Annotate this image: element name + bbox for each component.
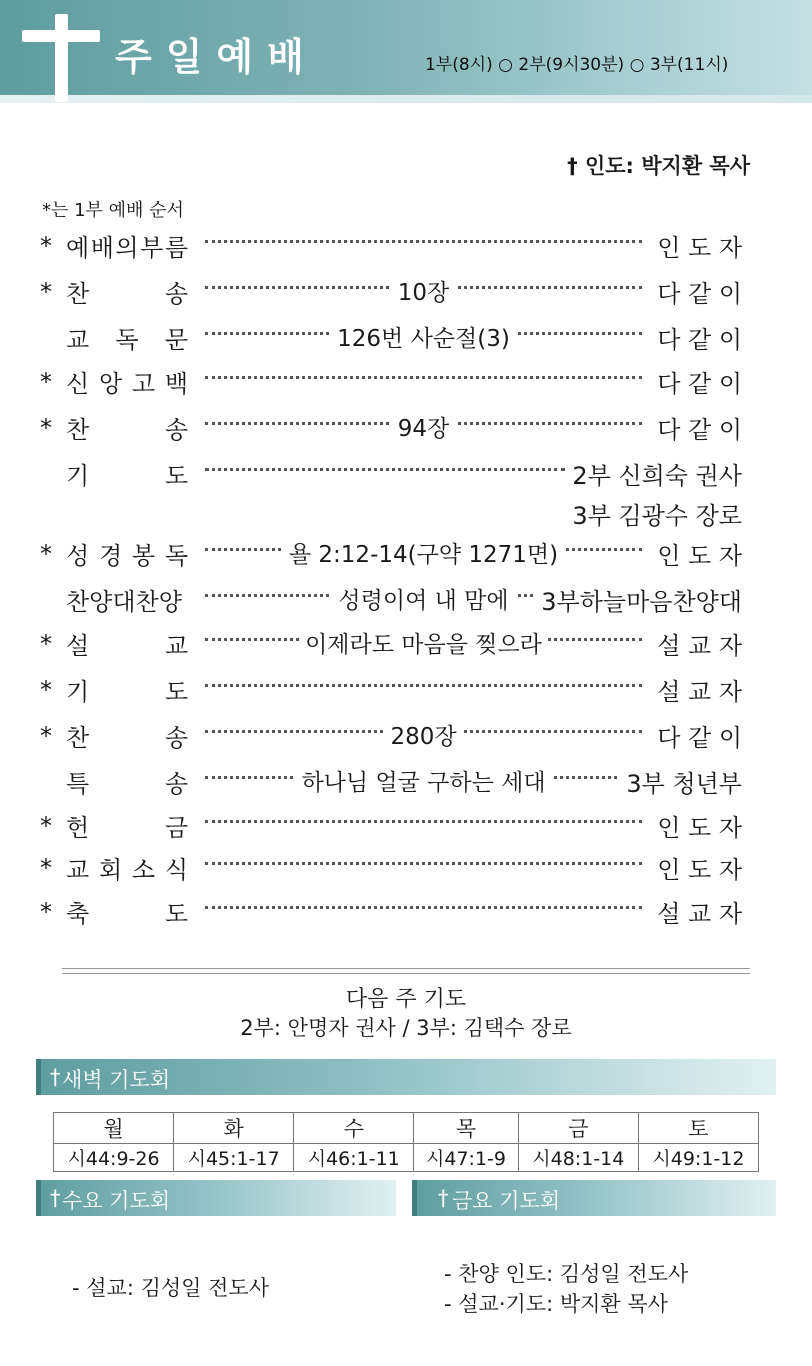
- reading-cell: 시46:1-11: [294, 1144, 414, 1172]
- service-content-text: 욜 2:12-14(구약 1271면): [283, 542, 564, 568]
- service-item-char: 기: [66, 462, 90, 490]
- service-item-char: 송: [164, 770, 188, 798]
- first-service-marker: *: [40, 630, 52, 658]
- friday-sermon: - 설교·기도: 박지환 목사: [444, 1292, 668, 1316]
- page-title: 주일예배: [115, 35, 318, 79]
- service-person: 인 도 자: [651, 808, 742, 843]
- service-person: 인 도 자: [651, 228, 742, 263]
- service-item-char: 도: [164, 462, 188, 490]
- service-person: 다 같 이: [651, 718, 742, 753]
- reading-cell: 시47:1-9: [414, 1144, 518, 1172]
- first-service-marker: *: [40, 414, 52, 442]
- bar-edge: [412, 1180, 417, 1216]
- service-item-char: 특: [66, 770, 90, 798]
- cross-icon-bar: [22, 30, 100, 42]
- service-item-name: [66, 410, 188, 445]
- service-item-char: 교: [66, 326, 90, 354]
- service-item-char: 고: [131, 370, 156, 398]
- day-cell: 월: [54, 1113, 174, 1144]
- service-item-name: [66, 626, 188, 661]
- service-person: 다 같 이: [651, 410, 742, 445]
- service-item-char: 앙: [98, 370, 123, 398]
- first-service-marker: *: [40, 232, 52, 260]
- service-item-char: 독: [164, 542, 188, 570]
- order-note: *는 1부 예배 순서: [42, 200, 184, 221]
- wednesday-prayer-header: [36, 1180, 396, 1216]
- service-row: [0, 808, 812, 848]
- first-service-marker: *: [40, 898, 52, 926]
- service-row: [0, 274, 812, 314]
- service-item-char: 의: [115, 234, 139, 262]
- service-item-char: 찬양대찬양: [66, 588, 182, 616]
- cross-icon: †: [50, 1186, 61, 1210]
- service-times: 1부(8시) ○ 2부(9시30분) ○ 3부(11시): [425, 55, 729, 75]
- service-row: [0, 764, 812, 804]
- cross-icon: †: [50, 1065, 61, 1089]
- service-content-text: 하나님 얼굴 구하는 세대: [295, 770, 551, 796]
- service-content-text: 이제라도 마음을 찢으라: [299, 632, 548, 658]
- service-person-second: 3부 김광수 장로: [566, 496, 742, 531]
- next-week-prayer: 2부: 안명자 권사 / 3부: 김택수 장로: [240, 1016, 572, 1040]
- friday-prayer-header: [412, 1180, 776, 1216]
- dawn-prayer-table: [53, 1112, 759, 1172]
- reading-cell: 시49:1-12: [638, 1144, 758, 1172]
- service-row: [0, 364, 812, 404]
- service-person: 다 같 이: [651, 364, 742, 399]
- first-service-marker: *: [40, 812, 52, 840]
- worship-leader: † 인도: 박지환 목사: [567, 154, 750, 178]
- first-service-marker: *: [40, 854, 52, 882]
- service-item-name: [66, 764, 188, 799]
- wednesday-prayer-title: 수요 기도회: [62, 1189, 171, 1213]
- service-row: [0, 850, 812, 890]
- service-item-char: 회: [98, 856, 123, 884]
- service-item-char: 경: [98, 542, 123, 570]
- wednesday-sermon: - 설교: 김성일 전도사: [72, 1276, 269, 1300]
- service-item-char: 기: [66, 678, 90, 706]
- dotted-leader: [205, 376, 642, 381]
- first-service-marker: *: [40, 278, 52, 306]
- service-person: 3부 청년부: [620, 764, 742, 799]
- first-service-marker: *: [40, 368, 52, 396]
- dawn-prayer-header: [36, 1059, 776, 1095]
- service-row: [0, 894, 812, 934]
- service-person: 인 도 자: [651, 536, 742, 571]
- first-service-marker: *: [40, 676, 52, 704]
- dotted-leader: [205, 862, 642, 867]
- service-item-name: [66, 274, 188, 309]
- dotted-leader: [205, 468, 565, 473]
- service-item-char: 교: [164, 632, 188, 660]
- service-person: 인 도 자: [651, 850, 742, 885]
- friday-praise-leader: - 찬양 인도: 김성일 전도사: [444, 1262, 689, 1286]
- day-cell: 토: [638, 1113, 758, 1144]
- service-item-char: 찬: [66, 416, 90, 444]
- service-content-text: 126번 사순절(3): [331, 326, 516, 352]
- service-item-char: 백: [164, 370, 188, 398]
- service-item-name: [66, 536, 188, 571]
- service-item-name: [66, 808, 188, 843]
- header-underline: [0, 95, 812, 103]
- service-item-char: 독: [115, 326, 139, 354]
- service-person: 다 같 이: [651, 274, 742, 309]
- table-row: [54, 1113, 759, 1144]
- dotted-leader: [205, 684, 642, 689]
- service-person: 2부 신희숙 권사: [566, 456, 742, 491]
- service-content: [205, 536, 642, 569]
- first-service-marker: *: [40, 540, 52, 568]
- service-item-char: 교: [66, 856, 90, 884]
- service-item-name: [66, 364, 188, 399]
- service-item-char: 도: [164, 900, 188, 928]
- reading-cell: 시45:1-17: [174, 1144, 294, 1172]
- service-person: 설 교 자: [651, 626, 742, 661]
- service-row: [0, 456, 812, 530]
- dotted-leader: [205, 820, 642, 825]
- service-item-name: [66, 718, 188, 753]
- service-item-char: 문: [164, 326, 188, 354]
- service-item-char: 성: [66, 542, 90, 570]
- service-item-name: [66, 894, 188, 929]
- service-content: [205, 764, 642, 797]
- service-row: [0, 536, 812, 576]
- dawn-prayer-title: 새벽 기도회: [62, 1068, 171, 1092]
- service-item-name: [66, 850, 188, 885]
- service-person: 3부하늘마음찬양대: [535, 582, 742, 617]
- service-item-char: 축: [66, 900, 90, 928]
- service-item-name: [66, 320, 188, 355]
- service-row: [0, 718, 812, 758]
- service-content: [205, 718, 642, 751]
- cross-icon: †: [438, 1186, 449, 1210]
- friday-prayer-title: 금요 기도회: [452, 1189, 561, 1213]
- service-row: [0, 672, 812, 712]
- service-item-char: 송: [164, 280, 188, 308]
- service-item-char: 배: [90, 234, 114, 262]
- service-item-char: 식: [164, 856, 188, 884]
- reading-cell: 시44:9-26: [54, 1144, 174, 1172]
- service-content: [205, 320, 642, 353]
- service-item-char: 송: [164, 724, 188, 752]
- service-person: 설 교 자: [651, 672, 742, 707]
- day-cell: 수: [294, 1113, 414, 1144]
- next-week-title: 다음 주 기도: [345, 987, 467, 1012]
- service-item-char: 금: [164, 814, 188, 842]
- service-content-text: 94장: [392, 416, 456, 442]
- cross-icon: [55, 14, 68, 102]
- service-item-char: 신: [66, 370, 90, 398]
- service-item-char: 부: [140, 234, 164, 262]
- service-content-text: 성령이여 내 맘에: [332, 588, 514, 614]
- service-item-char: 찬: [66, 724, 90, 752]
- service-person: 설 교 자: [651, 894, 742, 929]
- service-item-char: 봉: [131, 542, 156, 570]
- service-item-char: 예: [66, 234, 90, 262]
- service-content: [205, 274, 642, 307]
- service-content-text: 280장: [384, 724, 462, 750]
- day-cell: 화: [174, 1113, 294, 1144]
- day-cell: 금: [518, 1113, 638, 1144]
- service-item-char: 송: [164, 416, 188, 444]
- service-row: [0, 582, 812, 622]
- service-item-char: 설: [66, 632, 90, 660]
- service-item-char: 름: [164, 234, 188, 262]
- bar-edge: [36, 1180, 41, 1216]
- dotted-leader: [205, 240, 642, 245]
- service-item-char: 도: [164, 678, 188, 706]
- reading-cell: 시48:1-14: [518, 1144, 638, 1172]
- service-item-char: 찬: [66, 280, 90, 308]
- bar-edge: [36, 1059, 41, 1095]
- service-item-name: [66, 228, 188, 263]
- first-service-marker: *: [40, 722, 52, 750]
- dotted-leader: [205, 906, 642, 911]
- service-item-name: [66, 582, 188, 617]
- service-content: [205, 410, 642, 443]
- table-row: [54, 1144, 759, 1172]
- service-item-name: [66, 456, 188, 491]
- service-item-char: 소: [131, 856, 156, 884]
- service-content-text: 10장: [392, 280, 456, 306]
- service-item-char: 헌: [66, 814, 90, 842]
- day-cell: 목: [414, 1113, 518, 1144]
- divider: [62, 968, 750, 974]
- service-row: [0, 228, 812, 268]
- service-row: [0, 320, 812, 360]
- service-row: [0, 626, 812, 666]
- service-item-name: [66, 672, 188, 707]
- service-row: [0, 410, 812, 450]
- service-person: 다 같 이: [651, 320, 742, 355]
- service-content: [205, 626, 642, 659]
